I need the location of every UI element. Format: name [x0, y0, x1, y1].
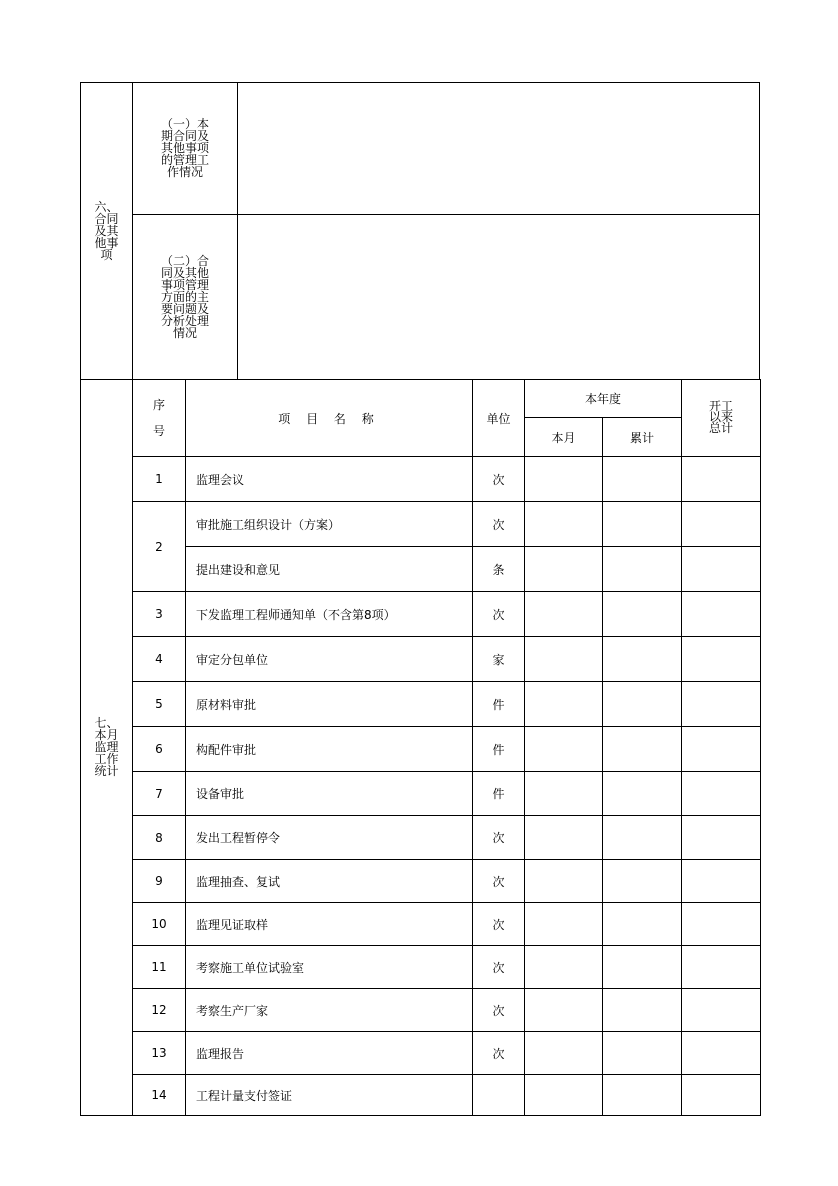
item-name-cell: 监理会议 [186, 457, 473, 502]
seq-cell: 12 [133, 989, 186, 1032]
seq-cell: 7 [133, 772, 186, 816]
item-name-cell: 构配件审批 [186, 727, 473, 772]
since-start-value-cell[interactable] [682, 727, 761, 772]
contract-section-table [80, 82, 760, 380]
month-value-cell[interactable] [525, 637, 603, 682]
seq-cell: 5 [133, 682, 186, 727]
title-line: 工作 [94, 752, 119, 766]
cumulative-value-cell[interactable] [603, 946, 682, 989]
cumulative-value-cell[interactable] [603, 1032, 682, 1075]
seq-cell: 6 [133, 727, 186, 772]
title-line: 统计 [94, 764, 119, 778]
section6-title [81, 83, 133, 380]
table-row [81, 637, 761, 682]
since-start-value-cell[interactable] [682, 946, 761, 989]
header-text: 序 [152, 398, 165, 412]
cumulative-value-cell[interactable] [603, 637, 682, 682]
header-unit: 单位 [473, 380, 525, 457]
table-row [81, 860, 761, 903]
unit-cell: 次 [473, 592, 525, 637]
issues-label: （二）合同及其他事项管理方面的主要问题及分析处理情况 [160, 253, 209, 340]
since-start-value-cell[interactable] [682, 860, 761, 903]
cumulative-value-cell[interactable] [603, 816, 682, 860]
seq-cell: 1 [133, 457, 186, 502]
header-name: 项 目 名 称 [186, 380, 473, 457]
seq-cell: 13 [133, 1032, 186, 1075]
month-value-cell[interactable] [525, 1075, 603, 1116]
row-label [133, 83, 238, 215]
item-name-cell: 工程计量支付签证 [186, 1075, 473, 1116]
table-row [81, 727, 761, 772]
since-start-value-cell[interactable] [682, 903, 761, 946]
cumulative-value-cell[interactable] [603, 727, 682, 772]
month-value-cell[interactable] [525, 727, 603, 772]
seq-cell: 14 [133, 1075, 186, 1116]
cumulative-value-cell[interactable] [603, 989, 682, 1032]
month-value-cell[interactable] [525, 502, 603, 547]
cumulative-value-cell[interactable] [603, 682, 682, 727]
title-line: 他事 [94, 235, 119, 250]
seq-cell: 8 [133, 816, 186, 860]
title-line: 合同 [94, 211, 119, 226]
item-name-cell: 考察生产厂家 [186, 989, 473, 1032]
month-value-cell[interactable] [525, 1032, 603, 1075]
header-text: 号 [152, 424, 165, 438]
header-text: 总计 [709, 421, 734, 435]
since-start-value-cell[interactable] [682, 502, 761, 547]
header-year: 本年度 [525, 380, 682, 418]
row-label [133, 215, 238, 380]
since-start-value-cell[interactable] [682, 547, 761, 592]
cumulative-value-cell[interactable] [603, 860, 682, 903]
header-month: 本月 [525, 418, 603, 457]
seq-cell: 3 [133, 592, 186, 637]
month-value-cell[interactable] [525, 989, 603, 1032]
unit-cell: 次 [473, 816, 525, 860]
section7-title [81, 380, 133, 1116]
management-label: （一）本期合同及其他事项的管理工作情况 [160, 117, 209, 179]
cumulative-value-cell[interactable] [603, 457, 682, 502]
table-row [81, 772, 761, 816]
unit-cell: 次 [473, 457, 525, 502]
seq-cell: 10 [133, 903, 186, 946]
month-value-cell[interactable] [525, 592, 603, 637]
item-name-cell: 考察施工单位试验室 [186, 946, 473, 989]
table-row [81, 989, 761, 1032]
cumulative-value-cell[interactable] [603, 772, 682, 816]
since-start-value-cell[interactable] [682, 1032, 761, 1075]
item-name-cell: 设备审批 [186, 772, 473, 816]
since-start-value-cell[interactable] [682, 682, 761, 727]
month-value-cell[interactable] [525, 457, 603, 502]
cumulative-value-cell[interactable] [603, 547, 682, 592]
cumulative-value-cell[interactable] [603, 502, 682, 547]
month-value-cell[interactable] [525, 816, 603, 860]
title-line: 本月 [94, 728, 119, 742]
table-row [81, 682, 761, 727]
title-line: 七、 [94, 716, 119, 730]
seq-cell: 2 [133, 502, 186, 592]
unit-cell: 条 [473, 547, 525, 592]
header-seq [133, 380, 186, 457]
table-row [81, 502, 761, 547]
header-text: 开工 [709, 399, 734, 413]
header-cumulative: 累计 [603, 418, 682, 457]
title-line: 监理 [94, 740, 119, 754]
seq-cell: 4 [133, 637, 186, 682]
title-line: 项 [100, 247, 113, 262]
month-value-cell[interactable] [525, 772, 603, 816]
since-start-value-cell[interactable] [682, 772, 761, 816]
item-name-cell: 发出工程暂停令 [186, 816, 473, 860]
table-row [81, 1075, 761, 1116]
since-start-value-cell[interactable] [682, 637, 761, 682]
item-name-cell: 监理抽查、复试 [186, 860, 473, 903]
unit-cell: 件 [473, 682, 525, 727]
month-value-cell[interactable] [525, 860, 603, 903]
item-name-cell: 下发监理工程师通知单（不含第8项） [186, 592, 473, 637]
monthly-statistics-table [80, 379, 761, 1116]
item-name-cell: 审定分包单位 [186, 637, 473, 682]
unit-cell: 次 [473, 502, 525, 547]
table-row [81, 946, 761, 989]
unit-cell: 件 [473, 772, 525, 816]
title-line: 六、 [94, 199, 119, 214]
item-name-cell: 原材料审批 [186, 682, 473, 727]
table-row [81, 1032, 761, 1075]
unit-cell: 次 [473, 903, 525, 946]
unit-cell: 件 [473, 727, 525, 772]
seq-cell: 11 [133, 946, 186, 989]
since-start-value-cell[interactable] [682, 592, 761, 637]
item-name-cell: 审批施工组织设计（方案） [186, 502, 473, 547]
since-start-value-cell[interactable] [682, 816, 761, 860]
month-value-cell[interactable] [525, 946, 603, 989]
unit-cell: 次 [473, 1032, 525, 1075]
seq-cell: 9 [133, 860, 186, 903]
month-value-cell[interactable] [525, 547, 603, 592]
cumulative-value-cell[interactable] [603, 903, 682, 946]
item-name-cell: 监理见证取样 [186, 903, 473, 946]
header-text: 以来 [709, 410, 734, 424]
unit-cell: 次 [473, 860, 525, 903]
table-row [81, 816, 761, 860]
table-row [81, 592, 761, 637]
item-name-cell: 提出建设和意见 [186, 547, 473, 592]
month-value-cell[interactable] [525, 903, 603, 946]
header-since-start [682, 380, 761, 457]
cumulative-value-cell[interactable] [603, 592, 682, 637]
unit-cell: 次 [473, 946, 525, 989]
issues-content-cell[interactable] [238, 215, 760, 380]
table-row [81, 903, 761, 946]
management-content-cell[interactable] [238, 83, 760, 215]
since-start-value-cell[interactable] [682, 457, 761, 502]
unit-cell: 次 [473, 989, 525, 1032]
unit-cell: 家 [473, 637, 525, 682]
month-value-cell[interactable] [525, 682, 603, 727]
title-line: 及其 [94, 223, 119, 238]
unit-cell [473, 1075, 525, 1116]
since-start-value-cell[interactable] [682, 989, 761, 1032]
table-row [81, 457, 761, 502]
since-start-value-cell[interactable] [682, 1075, 761, 1116]
item-name-cell: 监理报告 [186, 1032, 473, 1075]
cumulative-value-cell[interactable] [603, 1075, 682, 1116]
